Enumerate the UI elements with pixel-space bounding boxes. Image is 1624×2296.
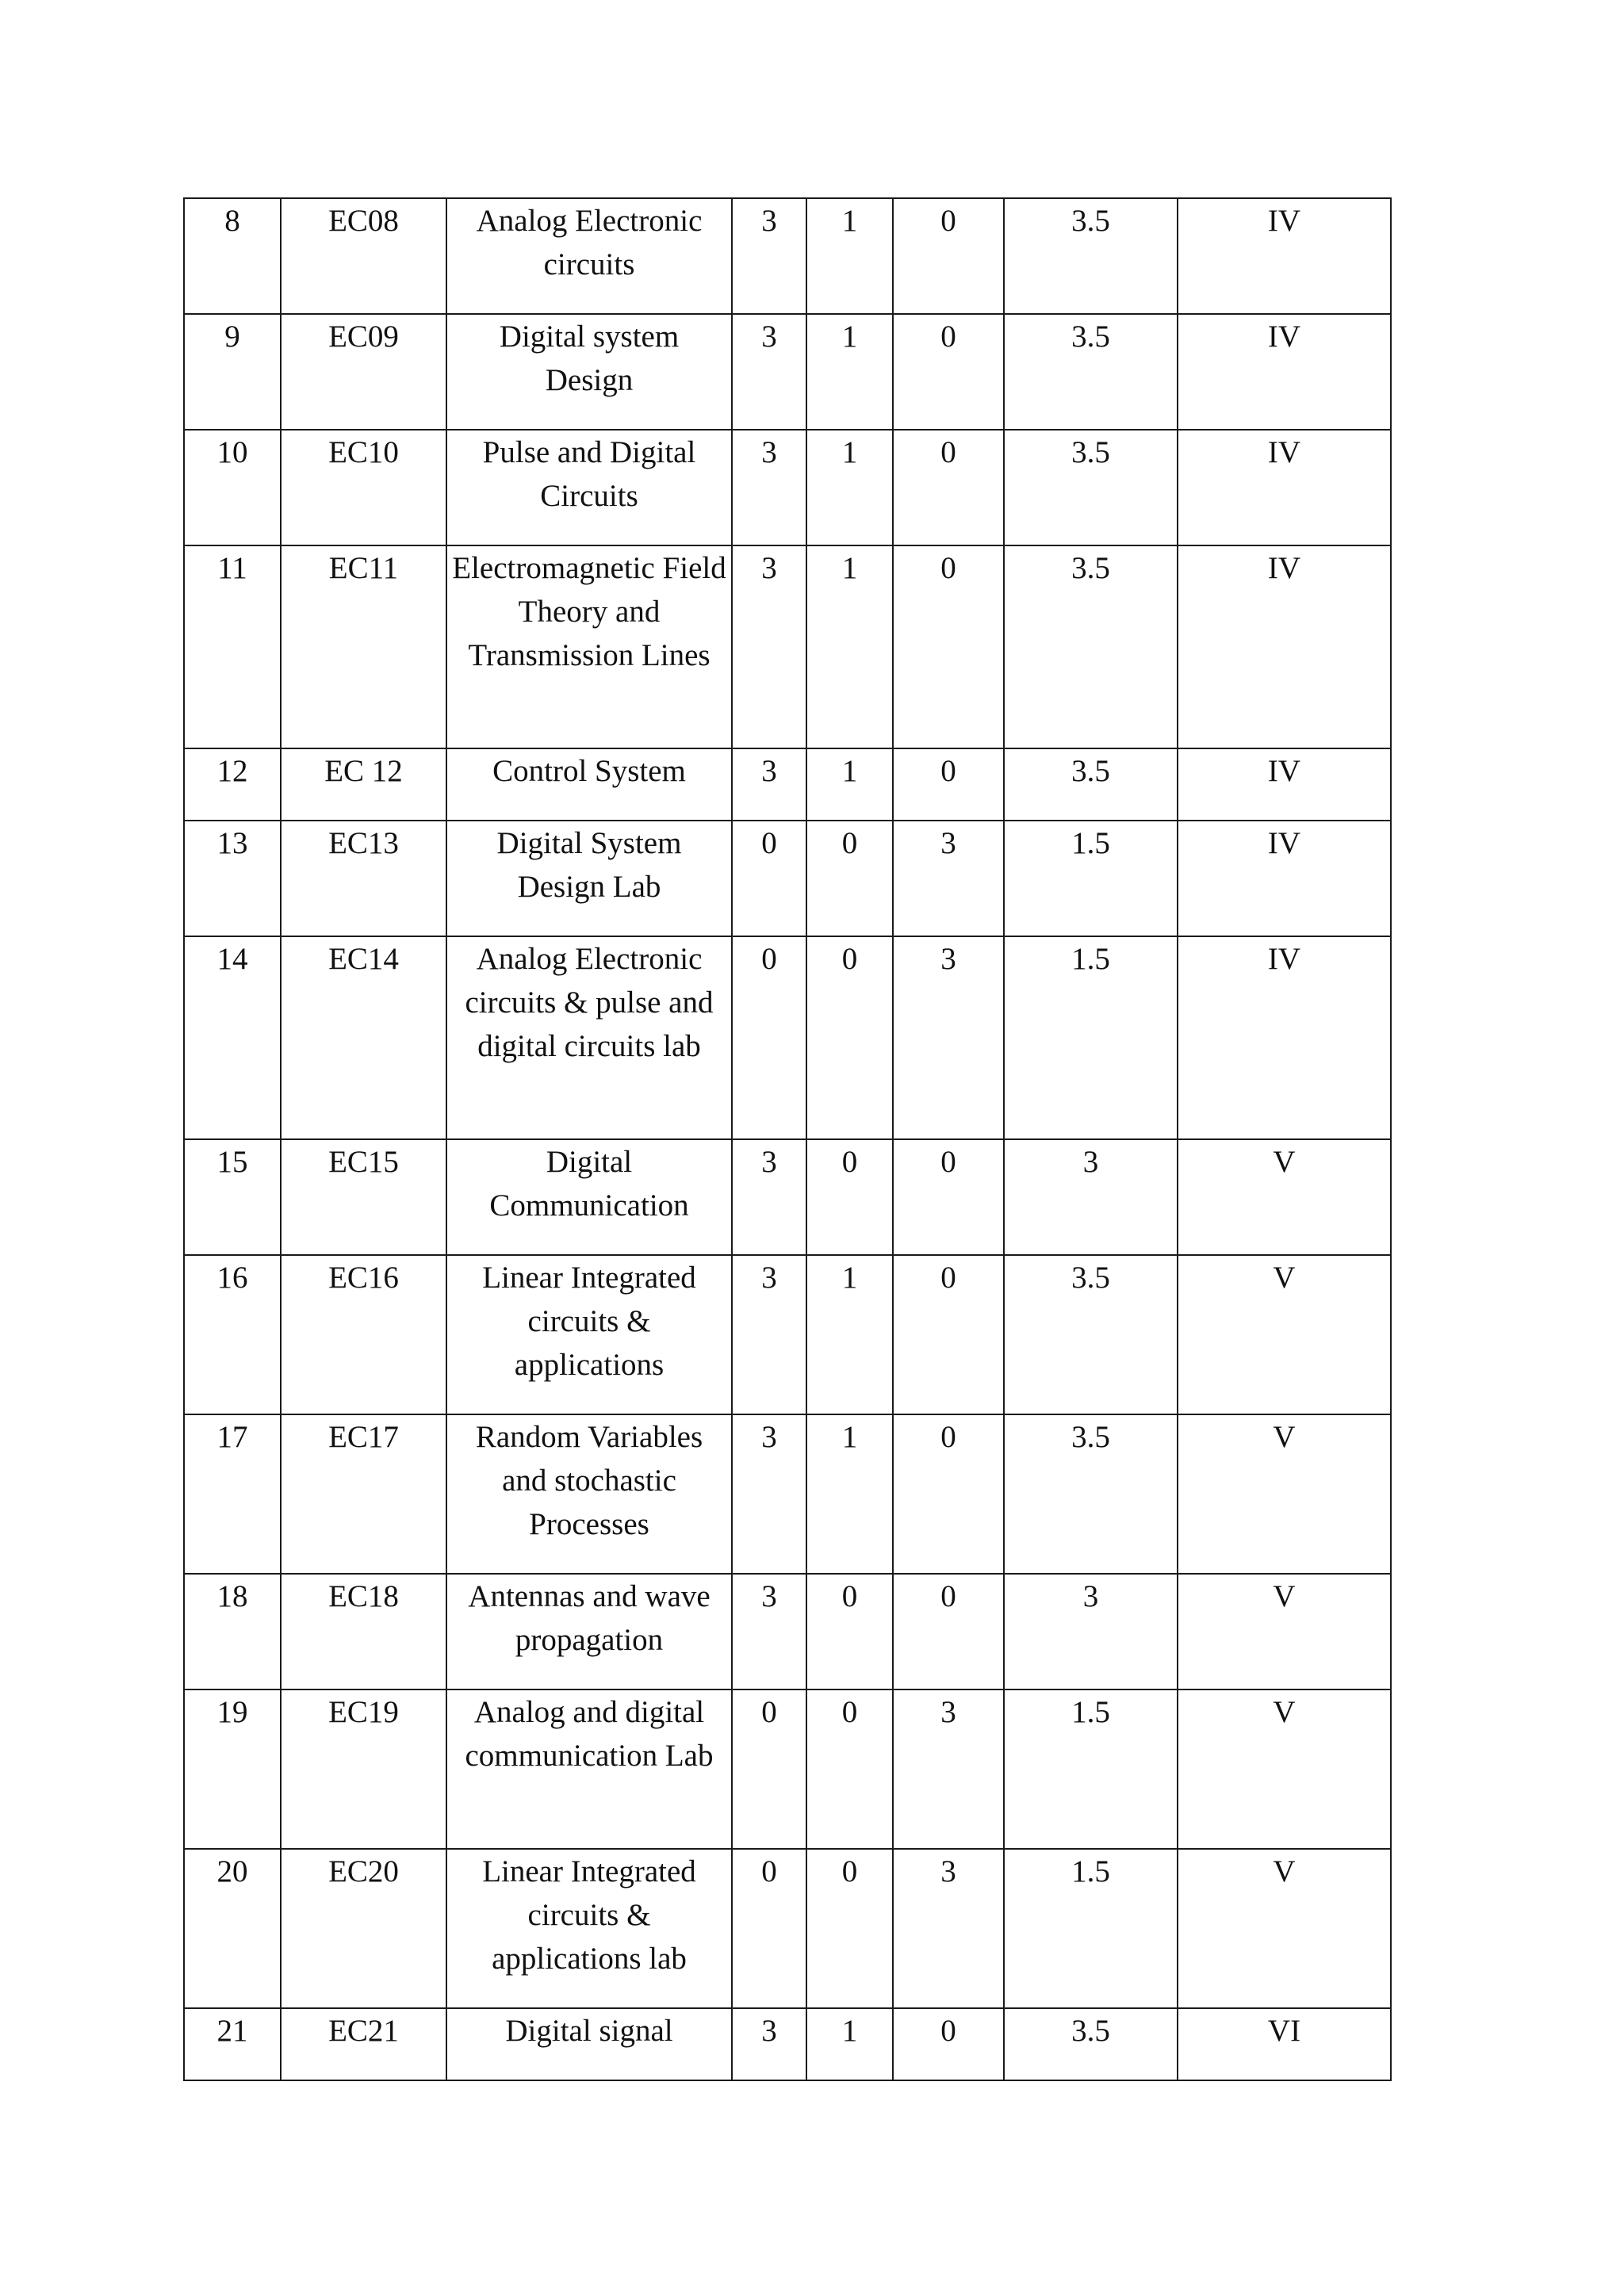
table-row: [184, 936, 1391, 1139]
credits-cell: 3.5: [1004, 2008, 1178, 2080]
lecture-hours-cell: 3: [732, 2008, 806, 2080]
course-code-cell: EC21: [281, 2008, 446, 2080]
lecture-hours-cell: 0: [732, 1849, 806, 2008]
table-row: [184, 821, 1391, 936]
course-code-cell: EC10: [281, 430, 446, 545]
semester-cell: V: [1178, 1574, 1391, 1689]
semester-cell: IV: [1178, 314, 1391, 430]
tutorial-hours-cell: 0: [806, 1574, 893, 1689]
practical-hours-cell: 0: [893, 1414, 1004, 1574]
tutorial-hours-cell: 0: [806, 1139, 893, 1255]
table-row: [184, 430, 1391, 545]
table-row: [184, 1689, 1391, 1849]
tutorial-hours-cell: 0: [806, 1689, 893, 1849]
lecture-hours-cell: 3: [732, 1139, 806, 1255]
course-title-cell: Antennas and wave propagation: [446, 1574, 732, 1689]
course-title-cell: Electromagnetic Field Theory and Transmission Lines: [446, 545, 732, 748]
semester-cell: V: [1178, 1849, 1391, 2008]
semester-cell: V: [1178, 1255, 1391, 1414]
tutorial-hours-cell: 1: [806, 1255, 893, 1414]
serial-number-cell: 9: [184, 314, 281, 430]
course-title-cell: Analog and digital communication Lab: [446, 1689, 732, 1849]
practical-hours-cell: 0: [893, 545, 1004, 748]
serial-number-cell: 10: [184, 430, 281, 545]
lecture-hours-cell: 3: [732, 1414, 806, 1574]
lecture-hours-cell: 3: [732, 1574, 806, 1689]
serial-number-cell: 16: [184, 1255, 281, 1414]
lecture-hours-cell: 3: [732, 198, 806, 314]
course-code-cell: EC11: [281, 545, 446, 748]
course-table-body: [184, 198, 1391, 2080]
semester-cell: V: [1178, 1139, 1391, 1255]
credits-cell: 3.5: [1004, 545, 1178, 748]
practical-hours-cell: 0: [893, 1574, 1004, 1689]
course-title-cell: Linear Integrated circuits & applications lab: [446, 1849, 732, 2008]
practical-hours-cell: 0: [893, 1255, 1004, 1414]
course-title-cell: Digital signal: [446, 2008, 732, 2080]
semester-cell: IV: [1178, 821, 1391, 936]
course-table: [183, 197, 1392, 2081]
tutorial-hours-cell: 1: [806, 2008, 893, 2080]
practical-hours-cell: 0: [893, 314, 1004, 430]
practical-hours-cell: 3: [893, 821, 1004, 936]
semester-cell: IV: [1178, 198, 1391, 314]
serial-number-cell: 15: [184, 1139, 281, 1255]
serial-number-cell: 8: [184, 198, 281, 314]
practical-hours-cell: 0: [893, 198, 1004, 314]
credits-cell: 3.5: [1004, 430, 1178, 545]
credits-cell: 1.5: [1004, 1849, 1178, 2008]
course-title-cell: Digital system Design: [446, 314, 732, 430]
credits-cell: 1.5: [1004, 936, 1178, 1139]
practical-hours-cell: 0: [893, 430, 1004, 545]
table-row: [184, 545, 1391, 748]
practical-hours-cell: 3: [893, 936, 1004, 1139]
serial-number-cell: 18: [184, 1574, 281, 1689]
practical-hours-cell: 3: [893, 1689, 1004, 1849]
tutorial-hours-cell: 0: [806, 936, 893, 1139]
lecture-hours-cell: 3: [732, 545, 806, 748]
semester-cell: V: [1178, 1414, 1391, 1574]
serial-number-cell: 14: [184, 936, 281, 1139]
course-title-cell: Linear Integrated circuits & applications: [446, 1255, 732, 1414]
semester-cell: IV: [1178, 430, 1391, 545]
course-title-cell: Pulse and Digital Circuits: [446, 430, 732, 545]
practical-hours-cell: 0: [893, 1139, 1004, 1255]
course-title-cell: Analog Electronic circuits: [446, 198, 732, 314]
table-row: [184, 748, 1391, 821]
lecture-hours-cell: 3: [732, 430, 806, 545]
lecture-hours-cell: 3: [732, 748, 806, 821]
course-code-cell: EC17: [281, 1414, 446, 1574]
serial-number-cell: 11: [184, 545, 281, 748]
course-title-cell: Random Variables and stochastic Processes: [446, 1414, 732, 1574]
course-code-cell: EC14: [281, 936, 446, 1139]
credits-cell: 1.5: [1004, 1689, 1178, 1849]
semester-cell: VI: [1178, 2008, 1391, 2080]
course-code-cell: EC18: [281, 1574, 446, 1689]
credits-cell: 3: [1004, 1574, 1178, 1689]
serial-number-cell: 13: [184, 821, 281, 936]
semester-cell: IV: [1178, 545, 1391, 748]
serial-number-cell: 12: [184, 748, 281, 821]
credits-cell: 3.5: [1004, 748, 1178, 821]
semester-cell: IV: [1178, 748, 1391, 821]
lecture-hours-cell: 0: [732, 821, 806, 936]
table-row: [184, 1255, 1391, 1414]
credits-cell: 3.5: [1004, 1255, 1178, 1414]
course-code-cell: EC09: [281, 314, 446, 430]
table-row: [184, 2008, 1391, 2080]
semester-cell: IV: [1178, 936, 1391, 1139]
tutorial-hours-cell: 1: [806, 198, 893, 314]
lecture-hours-cell: 3: [732, 1255, 806, 1414]
credits-cell: 3.5: [1004, 314, 1178, 430]
table-row: [184, 1849, 1391, 2008]
course-code-cell: EC08: [281, 198, 446, 314]
lecture-hours-cell: 3: [732, 314, 806, 430]
practical-hours-cell: 0: [893, 2008, 1004, 2080]
credits-cell: 3.5: [1004, 198, 1178, 314]
credits-cell: 3: [1004, 1139, 1178, 1255]
course-code-cell: EC 12: [281, 748, 446, 821]
course-title-cell: Digital System Design Lab: [446, 821, 732, 936]
lecture-hours-cell: 0: [732, 936, 806, 1139]
course-code-cell: EC13: [281, 821, 446, 936]
tutorial-hours-cell: 1: [806, 1414, 893, 1574]
course-title-cell: Digital Communication: [446, 1139, 732, 1255]
course-code-cell: EC20: [281, 1849, 446, 2008]
table-row: [184, 314, 1391, 430]
lecture-hours-cell: 0: [732, 1689, 806, 1849]
course-code-cell: EC15: [281, 1139, 446, 1255]
credits-cell: 3.5: [1004, 1414, 1178, 1574]
practical-hours-cell: 0: [893, 748, 1004, 821]
serial-number-cell: 20: [184, 1849, 281, 2008]
table-row: [184, 1574, 1391, 1689]
course-code-cell: EC19: [281, 1689, 446, 1849]
course-code-cell: EC16: [281, 1255, 446, 1414]
tutorial-hours-cell: 1: [806, 545, 893, 748]
semester-cell: V: [1178, 1689, 1391, 1849]
tutorial-hours-cell: 0: [806, 1849, 893, 2008]
table-row: [184, 198, 1391, 314]
table-row: [184, 1414, 1391, 1574]
tutorial-hours-cell: 1: [806, 430, 893, 545]
table-row: [184, 1139, 1391, 1255]
serial-number-cell: 19: [184, 1689, 281, 1849]
serial-number-cell: 17: [184, 1414, 281, 1574]
tutorial-hours-cell: 1: [806, 748, 893, 821]
practical-hours-cell: 3: [893, 1849, 1004, 2008]
course-title-cell: Analog Electronic circuits & pulse and digital circuits lab: [446, 936, 732, 1139]
tutorial-hours-cell: 0: [806, 821, 893, 936]
credits-cell: 1.5: [1004, 821, 1178, 936]
tutorial-hours-cell: 1: [806, 314, 893, 430]
serial-number-cell: 21: [184, 2008, 281, 2080]
course-title-cell: Control System: [446, 748, 732, 821]
